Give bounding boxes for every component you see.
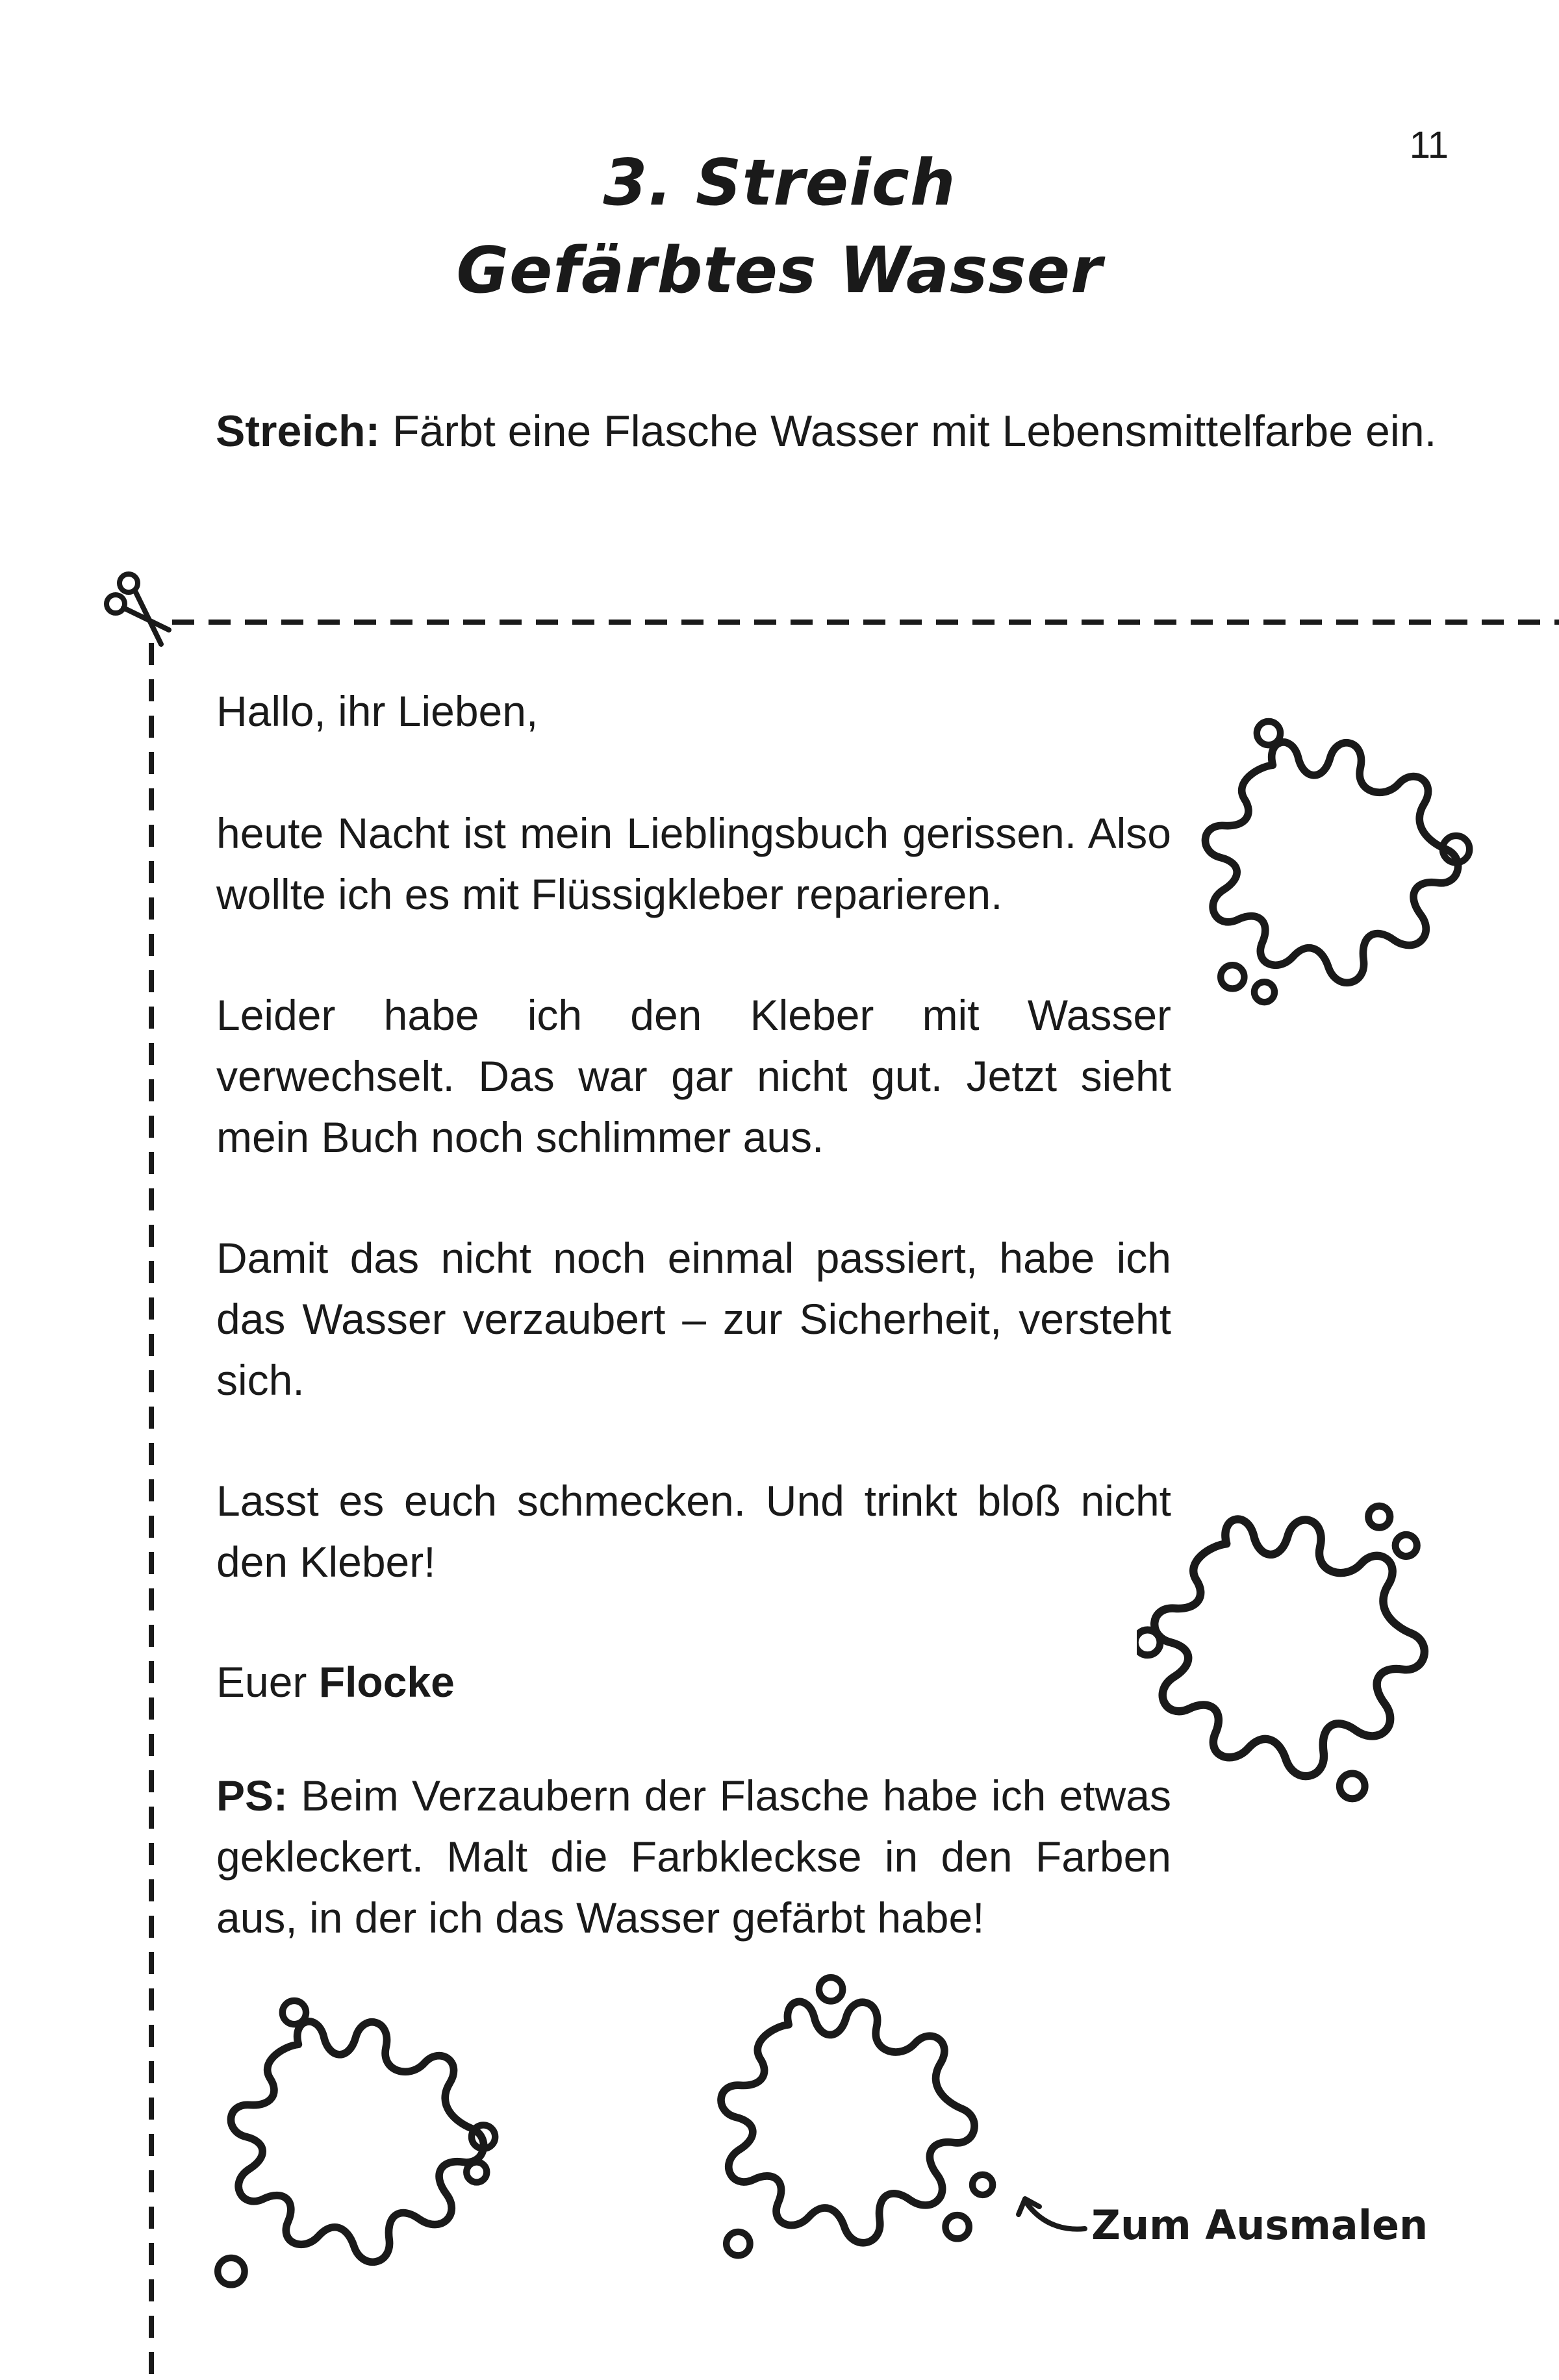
splash-blob-icon: [1189, 714, 1475, 1026]
letter-postscript: [216, 1765, 1171, 1948]
letter-paragraph-1: heute Nacht ist mein Lieblingsbuch gerissen. Also wollte ich es mit Flüssigkleber reparieren.: [216, 809, 1171, 918]
letter-paragraph-3: Damit das nicht noch einmal passiert, habe ich das Wasser verzaubert – zur Sicherheit, versteht sich.: [216, 1234, 1171, 1404]
scissors-icon: [107, 574, 169, 644]
letter-greeting: Hallo, ihr Lieben,: [216, 687, 539, 735]
chapter-subtitle: Gefärbtes Wasser: [456, 234, 1103, 308]
splash-blob-icon: [214, 1994, 500, 2305]
chapter-title: 3. Streich: [603, 146, 956, 220]
curved-arrow-icon: [1013, 2195, 1091, 2247]
ps-text: Beim Verzaubern der Flasche habe ich etwas gekleckert. Malt die Farbkleckse in den Farben aus, in der ich das Wasser gefärbt habe!: [216, 1772, 1171, 1942]
letter-paragraph-4: Lasst es euch schmecken. Und trinkt bloß nicht den Kleber!: [216, 1477, 1171, 1586]
prank-text: Färbt eine Flasche Wasser mit Lebensmittelfarbe ein.: [380, 407, 1437, 456]
page-number: 11: [1409, 124, 1449, 166]
letter-paragraph-2: Leider habe ich den Kleber mit Wasser verwechselt. Das war gar nicht gut. Jetzt sieht mein Buch noch schlimmer aus.: [216, 991, 1171, 1161]
signoff-name: Flocke: [318, 1658, 455, 1706]
splash-blob-icon: [1137, 1487, 1442, 1825]
splash-blob-icon: [695, 1974, 1000, 2286]
coloring-label: Zum Ausmalen: [1091, 2201, 1428, 2249]
letter-signoff: [216, 1651, 1171, 1712]
ps-label: PS:: [216, 1772, 288, 1820]
signoff-prefix: Euer: [216, 1658, 319, 1706]
prank-label: Streich:: [216, 407, 381, 456]
